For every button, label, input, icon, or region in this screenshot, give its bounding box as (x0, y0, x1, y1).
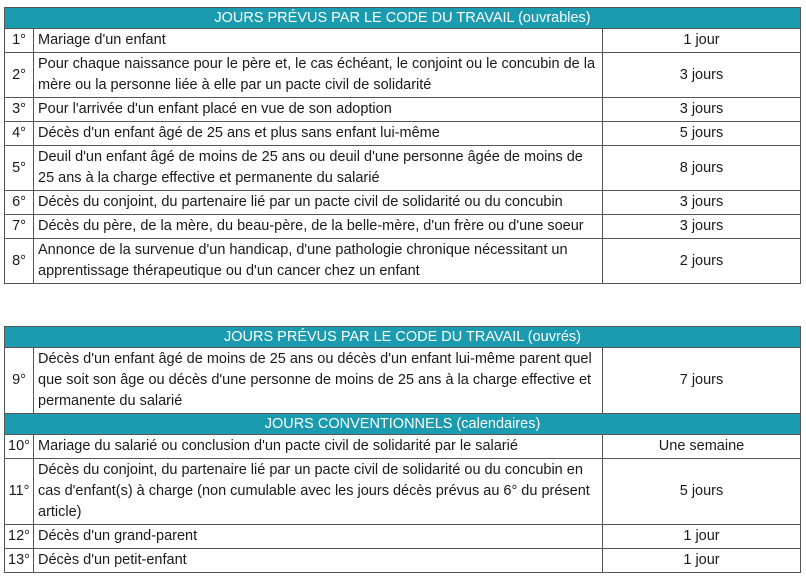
row-number: 7° (5, 215, 34, 239)
table-row (5, 459, 801, 525)
row-description: Deuil d'un enfant âgé de moins de 25 ans ou deuil d'une personne âgée de moins de 25 ans à la charge effective et permanente du salarié (34, 146, 603, 191)
row-description: Mariage d'un enfant (34, 29, 603, 53)
section-header (5, 414, 801, 435)
table-row (5, 549, 801, 573)
table-row (5, 191, 801, 215)
row-description: Décès du conjoint, du partenaire lié par un pacte civil de solidarité ou du concubin en cas d'enfant(s) à charge (non cumulable avec les jours décès prévus au 6° du présent article) (34, 459, 603, 525)
row-number: 3° (5, 98, 34, 122)
table-row (5, 98, 801, 122)
section-title: JOURS PRÉVUS PAR LE CODE DU TRAVAIL (ouvrés) (5, 327, 801, 348)
row-number: 12° (5, 525, 34, 549)
row-days: 7 jours (603, 348, 801, 414)
table-ouvres-conventionnels (4, 326, 801, 573)
row-number: 2° (5, 53, 34, 98)
table-row (5, 146, 801, 191)
row-description: Décès du conjoint, du partenaire lié par un pacte civil de solidarité ou du concubin (34, 191, 603, 215)
row-description: Pour chaque naissance pour le père et, le cas échéant, le conjoint ou le concubin de la mère ou la personne liée à elle par un pacte civil de solidarité (34, 53, 603, 98)
row-days: 5 jours (603, 459, 801, 525)
row-number: 6° (5, 191, 34, 215)
row-number: 5° (5, 146, 34, 191)
table-row (5, 53, 801, 98)
row-number: 10° (5, 435, 34, 459)
section-title: JOURS PRÉVUS PAR LE CODE DU TRAVAIL (ouvrables) (5, 8, 801, 29)
section-header (5, 327, 801, 348)
row-days: 2 jours (603, 239, 801, 284)
row-description: Décès d'un grand-parent (34, 525, 603, 549)
table-row (5, 348, 801, 414)
row-number: 9° (5, 348, 34, 414)
row-days: Une semaine (603, 435, 801, 459)
table-row (5, 122, 801, 146)
row-days: 3 jours (603, 191, 801, 215)
row-number: 13° (5, 549, 34, 573)
row-description: Annonce de la survenue d'un handicap, d'une pathologie chronique nécessitant un apprentissage thérapeutique ou d'un cancer chez un enfant (34, 239, 603, 284)
table-row (5, 435, 801, 459)
row-description: Décès d'un enfant âgé de moins de 25 ans ou décès d'un enfant lui-même parent quel que soit son âge ou décès d'une personne de moins de 25 ans à la charge effective et permanente du salarié (34, 348, 603, 414)
row-days: 5 jours (603, 122, 801, 146)
row-days: 1 jour (603, 29, 801, 53)
row-description: Pour l'arrivée d'un enfant placé en vue de son adoption (34, 98, 603, 122)
row-number: 4° (5, 122, 34, 146)
row-description: Décès d'un petit-enfant (34, 549, 603, 573)
row-days: 3 jours (603, 53, 801, 98)
section-title: JOURS CONVENTIONNELS (calendaires) (5, 414, 801, 435)
row-days: 3 jours (603, 215, 801, 239)
row-number: 1° (5, 29, 34, 53)
row-description: Décès d'un enfant âgé de 25 ans et plus sans enfant lui-même (34, 122, 603, 146)
row-description: Mariage du salarié ou conclusion d'un pacte civil de solidarité par le salarié (34, 435, 603, 459)
row-days: 1 jour (603, 525, 801, 549)
row-number: 11° (5, 459, 34, 525)
table-row (5, 215, 801, 239)
table-code-travail-ouvrables (4, 7, 801, 284)
table-row (5, 29, 801, 53)
table-row (5, 239, 801, 284)
row-days: 8 jours (603, 146, 801, 191)
row-number: 8° (5, 239, 34, 284)
table-row (5, 525, 801, 549)
row-description: Décès du père, de la mère, du beau-père, de la belle-mère, d'un frère ou d'une soeur (34, 215, 603, 239)
row-days: 3 jours (603, 98, 801, 122)
section-header (5, 8, 801, 29)
row-days: 1 jour (603, 549, 801, 573)
